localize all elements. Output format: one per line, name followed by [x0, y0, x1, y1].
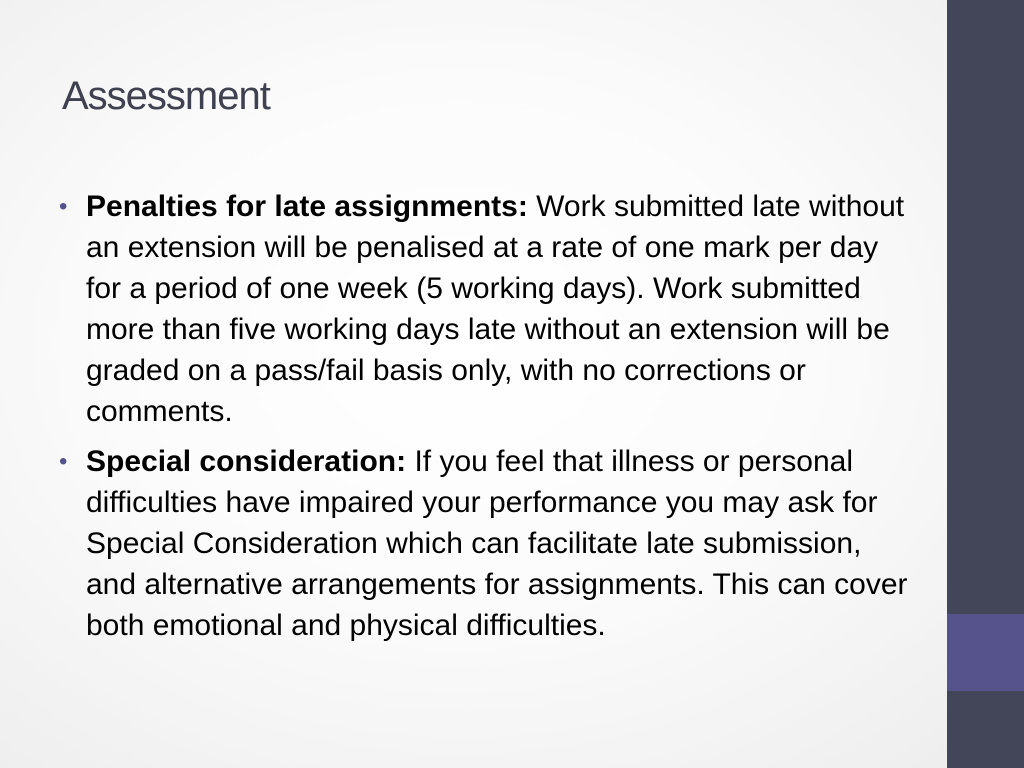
bullet-item-special-consideration: [59, 441, 919, 646]
bullet-marker: •: [59, 193, 68, 220]
bullet-item-late-penalties: [59, 186, 919, 432]
bullet-heading: Penalties for late assignments:: [86, 190, 528, 223]
bullet-heading: Special consideration:: [86, 445, 407, 478]
bullet-list: [59, 186, 919, 655]
bullet-text: Work submitted late without an extension will be penalised at a rate of one mark per day for a period of one week (5 working days). Work submitted more than five working days late without an extension will be graded on a pass/fail basis only, with no corrections or comments.: [86, 190, 905, 428]
slide-title: Assessment: [62, 74, 270, 118]
bullet-marker: •: [59, 448, 68, 475]
sidebar-accent-block: [947, 614, 1024, 691]
bullet-text: If you feel that illness or personal difficulties have impaired your performance you may ask for Special Consideration which can facilitate late submission, and alternative arrangements for assignments. This can cover both emotional and physical difficulties.: [86, 445, 908, 642]
